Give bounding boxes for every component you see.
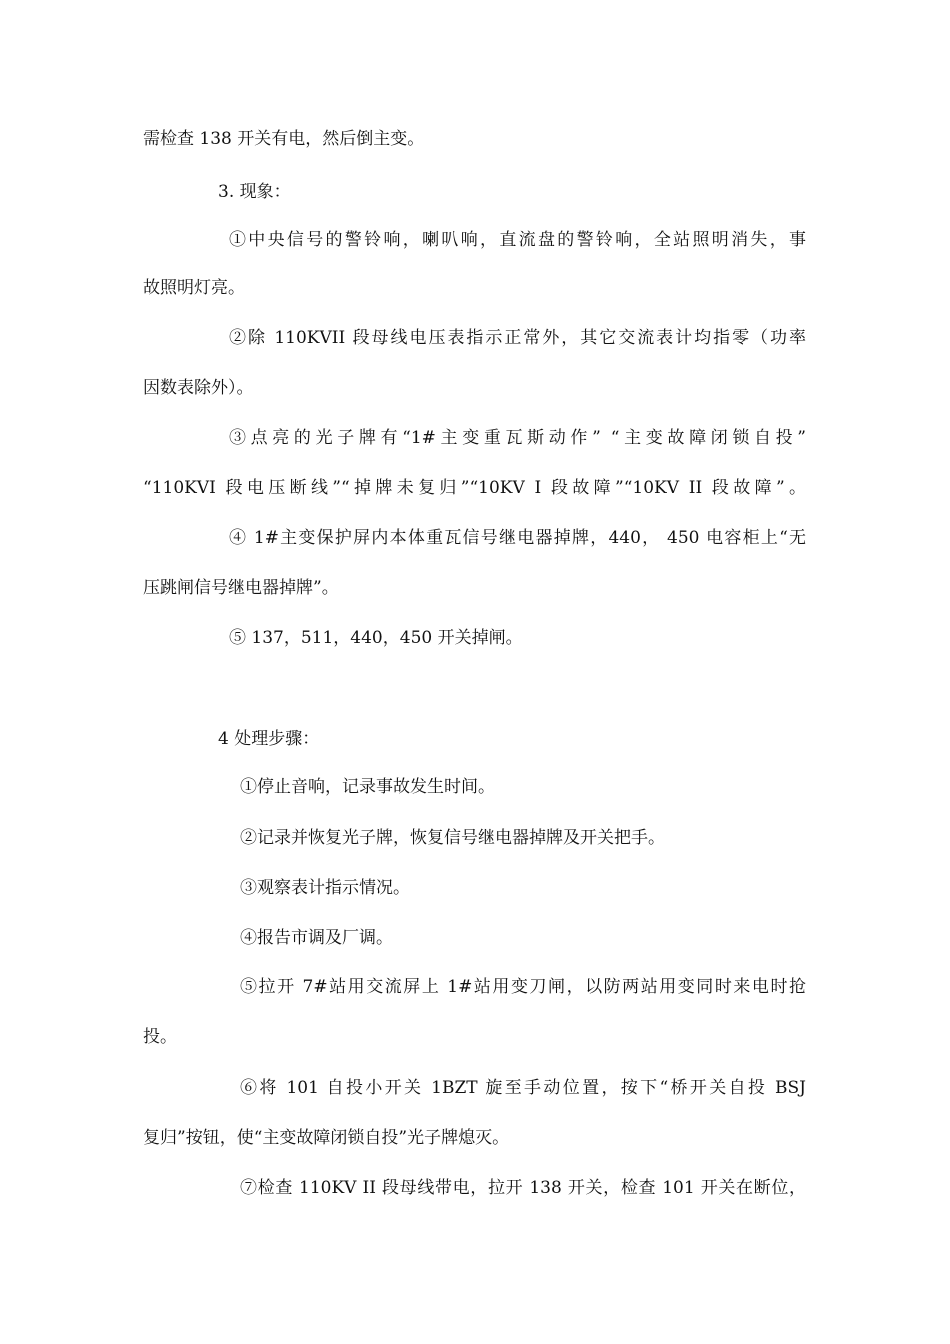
paragraph-line: 需检查 138 开关有电，然后倒主变。 (143, 129, 425, 149)
paragraph-line: 压跳闸信号继电器掉牌”。 (143, 578, 339, 598)
paragraph-line: 投。 (143, 1027, 177, 1047)
paragraph-line: ⑥将 101 自投小开关 1BZT 旋至手动位置，按下“桥开关自投 BSJ (240, 1078, 806, 1098)
paragraph-line: ⑤ 137，511，440，450 开关掉闸。 (229, 628, 523, 648)
paragraph-line: 复归”按钮，使“主变故障闭锁自投”光子牌熄灭。 (143, 1128, 510, 1148)
section-heading: 4 处理步骤： (218, 729, 320, 749)
paragraph-line: ⑤拉开 7#站用交流屏上 1#站用变刀闸，以防两站用变同时来电时抢 (240, 977, 806, 997)
paragraph-line: “110KVI 段电压断线”“掉牌未复归”“10KV I 段故障”“10KV II 段故障”。 (143, 478, 806, 498)
section-heading: 3. 现象： (218, 182, 291, 202)
paragraph-line: ②除 110KVII 段母线电压表指示正常外，其它交流表计均指零（功率 (229, 328, 806, 348)
paragraph-line: ⑦检查 110KV II 段母线带电，拉开 138 开关，检查 101 开关在断位， (240, 1178, 806, 1198)
paragraph-line: ④ 1#主变保护屏内本体重瓦信号继电器掉牌，440， 450 电容柜上“无 (229, 528, 806, 548)
paragraph-line: 故照明灯亮。 (143, 278, 245, 298)
paragraph-line: ③观察表计指示情况。 (240, 878, 410, 898)
paragraph-line: ①停止音响，记录事故发生时间。 (240, 777, 495, 797)
paragraph-line: 因数表除外）。 (143, 378, 254, 398)
paragraph-line: ①中央信号的警铃响，喇叭响，直流盘的警铃响，全站照明消失，事 (229, 230, 806, 250)
paragraph-line: ③点亮的光子牌有“1#主变重瓦斯动作” “主变故障闭锁自投” (229, 428, 806, 448)
paragraph-line: ④报告市调及厂调。 (240, 928, 393, 948)
paragraph-line: ②记录并恢复光子牌，恢复信号继电器掉牌及开关把手。 (240, 828, 665, 848)
